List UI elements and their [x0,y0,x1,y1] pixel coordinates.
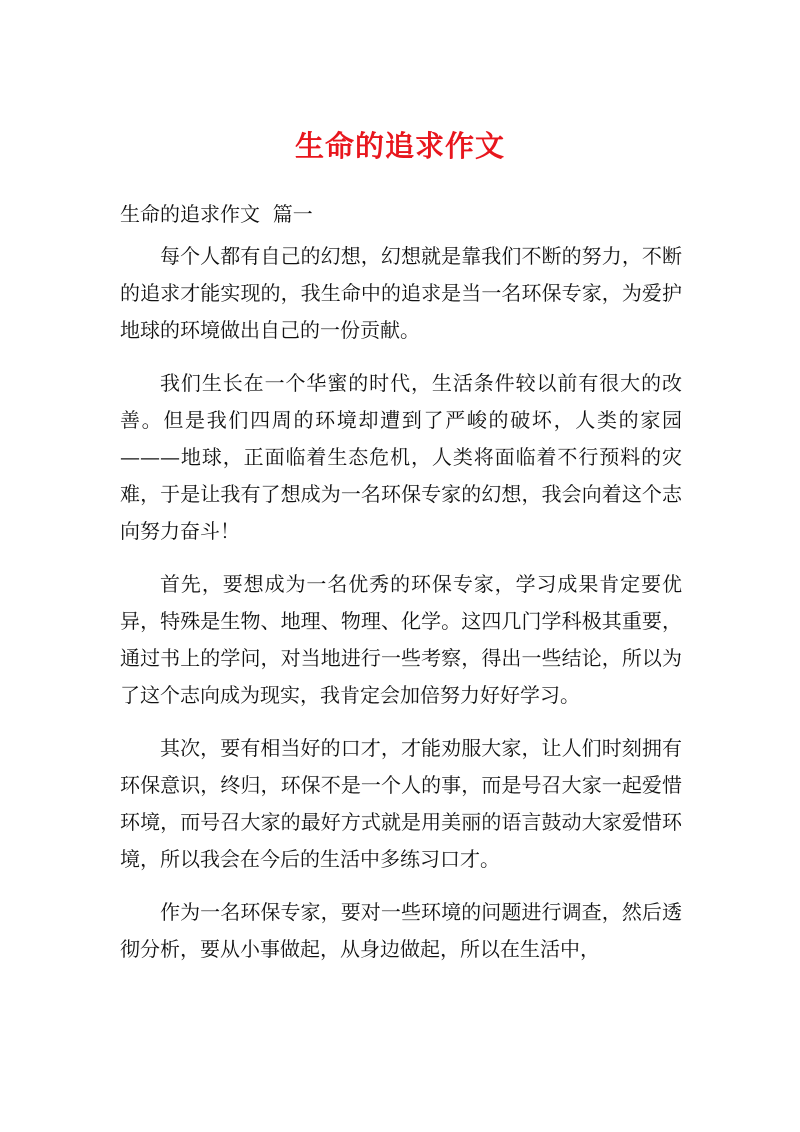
paragraph-2: 我们生长在一个华蜜的时代，生活条件较以前有很大的改善。但是我们四周的环境却遭到了严峻的破坏，人类的家园———地球，正面临着生态危机，人类将面临着不行预料的灾难，于是让我有了想成为一名环保专家的幻想，我会向着这个志向努力奋斗！ [120,371,682,543]
paragraph-5: 作为一名环保专家，要对一些环境的问题进行调查，然后透彻分析，要从小事做起，从身边做起，所以在生活中， [120,900,682,961]
document-body [120,238,682,984]
document-title: 生命的追求作文 [294,129,505,163]
section-heading: 生命的追求作文 篇一 [120,202,313,226]
paragraph-4: 其次，要有相当好的口才，才能劝服大家，让人们时刻拥有环保意识，终归，环保不是一个人的事，而是号召大家一起爱惜环境，而号召大家的最好方式就是用美丽的语言鼓动大家爱惜环境，所以我会在今后的生活中多练习口才。 [120,736,682,871]
paragraph-1: 每个人都有自己的幻想，幻想就是靠我们不断的努力，不断的追求才能实现的，我生命中的追求是当一名环保专家，为爱护地球的环境做出自己的一份贡献。 [120,244,682,342]
paragraph-3: 首先，要想成为一名优秀的环保专家，学习成果肯定要优异，特殊是生物、地理、物理、化学。这四几门学科极其重要，通过书上的学问，对当地进行一些考察，得出一些结论，所以为了这个志向成为现实，我肯定会加倍努力好好学习。 [120,572,682,707]
